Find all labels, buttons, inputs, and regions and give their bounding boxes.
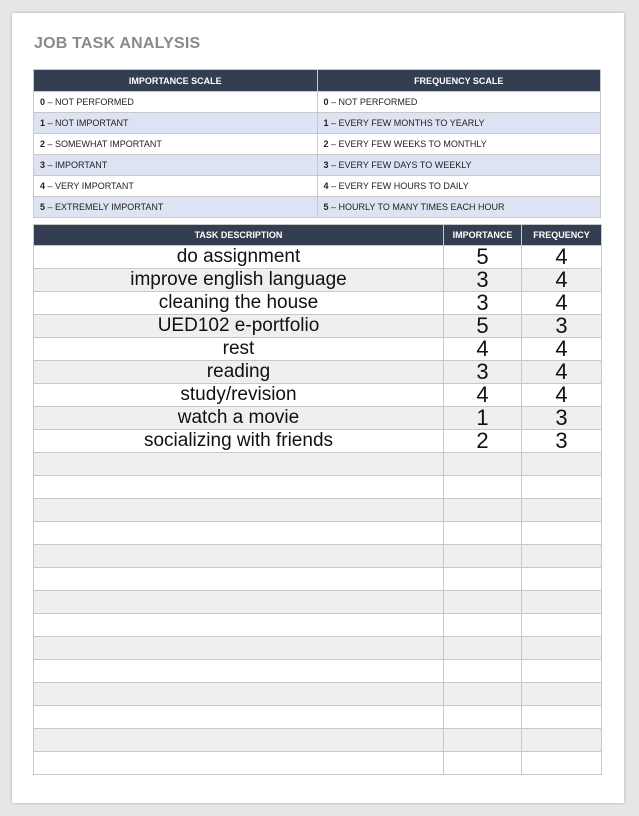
task-description-cell[interactable]: reading <box>34 361 444 384</box>
task-frequency-cell[interactable]: 4 <box>522 361 602 384</box>
task-row <box>34 430 602 453</box>
scale-row <box>34 155 601 176</box>
task-importance-cell[interactable] <box>444 660 522 683</box>
task-frequency-cell[interactable]: 3 <box>522 407 602 430</box>
task-description-header: TASK DESCRIPTION <box>34 225 444 246</box>
task-description-cell[interactable] <box>34 683 444 706</box>
importance-scale-cell <box>34 155 318 176</box>
task-row <box>34 453 602 476</box>
task-description-cell[interactable] <box>34 545 444 568</box>
task-frequency-cell[interactable] <box>522 545 602 568</box>
task-frequency-cell[interactable] <box>522 568 602 591</box>
importance-scale-cell <box>34 134 318 155</box>
task-importance-cell[interactable] <box>444 545 522 568</box>
importance-header: IMPORTANCE <box>444 225 522 246</box>
importance-scale-header: IMPORTANCE SCALE <box>34 70 318 92</box>
task-frequency-cell[interactable]: 4 <box>522 246 602 269</box>
task-row <box>34 545 602 568</box>
task-row <box>34 269 602 292</box>
frequency-scale-cell <box>317 113 601 134</box>
scale-number: 5 <box>323 202 329 212</box>
task-description-cell[interactable]: socializing with friends <box>34 430 444 453</box>
scale-number: 3 <box>323 160 329 170</box>
task-row <box>34 292 602 315</box>
task-importance-cell[interactable]: 4 <box>444 338 522 361</box>
task-frequency-cell[interactable] <box>522 614 602 637</box>
scale-row <box>34 113 601 134</box>
task-frequency-cell[interactable] <box>522 591 602 614</box>
scale-row <box>34 134 601 155</box>
importance-scale-cell <box>34 92 318 113</box>
scale-label: – NOT IMPORTANT <box>45 118 129 128</box>
task-importance-cell[interactable] <box>444 499 522 522</box>
task-row <box>34 384 602 407</box>
task-row <box>34 660 602 683</box>
task-frequency-cell[interactable] <box>522 729 602 752</box>
frequency-scale-header: FREQUENCY SCALE <box>317 70 601 92</box>
scale-row <box>34 176 601 197</box>
task-description-cell[interactable] <box>34 660 444 683</box>
task-importance-cell[interactable]: 5 <box>444 315 522 338</box>
scale-label: – EVERY FEW MONTHS TO YEARLY <box>328 118 485 128</box>
scale-label: – SOMEWHAT IMPORTANT <box>45 139 162 149</box>
task-row <box>34 338 602 361</box>
importance-scale-cell <box>34 176 318 197</box>
task-importance-cell[interactable] <box>444 637 522 660</box>
task-frequency-cell[interactable] <box>522 660 602 683</box>
scale-label: – EVERY FEW WEEKS TO MONTHLY <box>328 139 487 149</box>
task-frequency-cell[interactable] <box>522 706 602 729</box>
scale-label: – EVERY FEW DAYS TO WEEKLY <box>328 160 472 170</box>
page-title: JOB TASK ANALYSIS <box>34 35 201 52</box>
task-description-cell[interactable] <box>34 476 444 499</box>
task-importance-cell[interactable] <box>444 729 522 752</box>
task-importance-cell[interactable]: 1 <box>444 407 522 430</box>
task-row <box>34 499 602 522</box>
task-row <box>34 729 602 752</box>
task-description-cell[interactable]: improve english language <box>34 269 444 292</box>
scale-label: – NOT PERFORMED <box>45 97 134 107</box>
task-row <box>34 407 602 430</box>
task-importance-cell[interactable] <box>444 752 522 775</box>
task-description-cell[interactable]: study/revision <box>34 384 444 407</box>
importance-scale-cell <box>34 113 318 134</box>
task-importance-cell[interactable] <box>444 476 522 499</box>
task-description-cell[interactable]: do assignment <box>34 246 444 269</box>
task-row <box>34 246 602 269</box>
task-importance-cell[interactable]: 4 <box>444 384 522 407</box>
scale-label: – VERY IMPORTANT <box>45 181 134 191</box>
task-row <box>34 614 602 637</box>
task-frequency-cell[interactable] <box>522 522 602 545</box>
task-frequency-cell[interactable]: 4 <box>522 269 602 292</box>
scale-number: 5 <box>40 202 46 212</box>
task-frequency-cell[interactable] <box>522 683 602 706</box>
importance-scale-cell <box>34 197 318 218</box>
task-row <box>34 568 602 591</box>
task-row <box>34 522 602 545</box>
scale-number: 3 <box>40 160 46 170</box>
task-row <box>34 683 602 706</box>
task-description-cell[interactable] <box>34 453 444 476</box>
task-description-cell[interactable]: cleaning the house <box>34 292 444 315</box>
task-description-cell[interactable] <box>34 591 444 614</box>
task-importance-cell[interactable] <box>444 522 522 545</box>
task-frequency-cell[interactable] <box>522 476 602 499</box>
task-description-cell[interactable] <box>34 568 444 591</box>
task-frequency-cell[interactable]: 4 <box>522 338 602 361</box>
scale-label: – NOT PERFORMED <box>328 97 418 107</box>
task-row <box>34 361 602 384</box>
scale-table <box>33 69 601 218</box>
task-frequency-cell[interactable] <box>522 499 602 522</box>
task-row <box>34 315 602 338</box>
task-importance-cell[interactable] <box>444 614 522 637</box>
task-description-cell[interactable] <box>34 499 444 522</box>
task-importance-cell[interactable]: 2 <box>444 430 522 453</box>
scale-row <box>34 92 601 113</box>
task-description-cell[interactable] <box>34 752 444 775</box>
task-importance-cell[interactable] <box>444 591 522 614</box>
scale-number: 0 <box>323 97 329 107</box>
task-importance-cell[interactable]: 3 <box>444 361 522 384</box>
task-frequency-cell[interactable]: 4 <box>522 384 602 407</box>
task-frequency-cell[interactable]: 3 <box>522 315 602 338</box>
task-importance-cell[interactable] <box>444 453 522 476</box>
scale-number: 1 <box>323 118 329 128</box>
scale-row <box>34 197 601 218</box>
task-description-cell[interactable] <box>34 614 444 637</box>
scale-number: 4 <box>40 181 46 191</box>
task-description-cell[interactable]: rest <box>34 338 444 361</box>
frequency-header: FREQUENCY <box>522 225 602 246</box>
task-description-cell[interactable]: watch a movie <box>34 407 444 430</box>
task-frequency-cell[interactable] <box>522 453 602 476</box>
frequency-scale-cell <box>317 176 601 197</box>
task-table <box>33 224 602 775</box>
task-row <box>34 591 602 614</box>
scale-label: – HOURLY TO MANY TIMES EACH HOUR <box>328 202 505 212</box>
task-importance-cell[interactable] <box>444 568 522 591</box>
frequency-scale-cell <box>317 155 601 176</box>
task-description-cell[interactable]: UED102 e-portfolio <box>34 315 444 338</box>
frequency-scale-cell <box>317 197 601 218</box>
task-importance-cell[interactable] <box>444 683 522 706</box>
task-importance-cell[interactable]: 5 <box>444 246 522 269</box>
scale-number: 1 <box>40 118 46 128</box>
scale-label: – IMPORTANT <box>45 160 108 170</box>
task-description-cell[interactable] <box>34 637 444 660</box>
scale-label: – EVERY FEW HOURS TO DAILY <box>328 181 469 191</box>
scale-label: – EXTREMELY IMPORTANT <box>45 202 164 212</box>
frequency-scale-cell <box>317 92 601 113</box>
task-description-cell[interactable] <box>34 729 444 752</box>
task-description-cell[interactable] <box>34 706 444 729</box>
scale-number: 4 <box>323 181 329 191</box>
task-frequency-cell[interactable] <box>522 637 602 660</box>
task-row <box>34 752 602 775</box>
task-row <box>34 637 602 660</box>
task-description-cell[interactable] <box>34 522 444 545</box>
task-row <box>34 706 602 729</box>
scale-number: 0 <box>40 97 46 107</box>
task-frequency-cell[interactable]: 3 <box>522 430 602 453</box>
task-frequency-cell[interactable] <box>522 752 602 775</box>
scale-number: 2 <box>323 139 329 149</box>
scale-number: 2 <box>40 139 46 149</box>
task-frequency-cell[interactable]: 4 <box>522 292 602 315</box>
task-row <box>34 476 602 499</box>
frequency-scale-cell <box>317 134 601 155</box>
task-importance-cell[interactable]: 3 <box>444 269 522 292</box>
task-importance-cell[interactable] <box>444 706 522 729</box>
task-importance-cell[interactable]: 3 <box>444 292 522 315</box>
